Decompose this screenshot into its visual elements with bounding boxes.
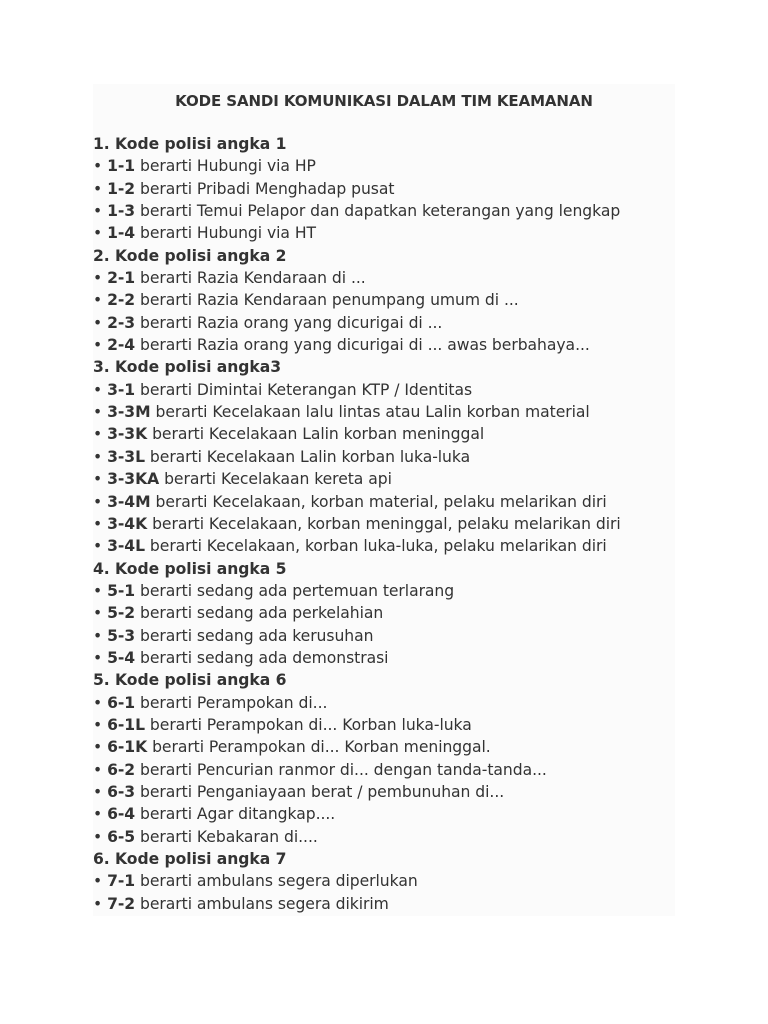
list-item bbox=[93, 491, 693, 513]
code-label: 5-1 bbox=[107, 581, 136, 600]
bullet: • bbox=[93, 805, 103, 824]
code-meaning: berarti sedang ada perkelahian bbox=[140, 604, 384, 623]
section-heading: 2. Kode polisi angka 2 bbox=[93, 246, 287, 265]
code-meaning: berarti Hubungi via HP bbox=[140, 157, 316, 176]
code-label: 3-3M bbox=[107, 403, 151, 422]
bullet: • bbox=[93, 224, 103, 243]
code-label: 5-4 bbox=[107, 648, 136, 667]
code-meaning: berarti Kecelakaan, korban material, pelaku melarikan diri bbox=[155, 492, 607, 511]
bullet: • bbox=[93, 648, 103, 667]
code-meaning: berarti ambulans segera diperlukan bbox=[140, 872, 418, 891]
bullet: • bbox=[93, 604, 103, 623]
bullet: • bbox=[93, 760, 103, 779]
bullet: • bbox=[93, 514, 103, 533]
bullet: • bbox=[93, 693, 103, 712]
bullet: • bbox=[93, 403, 103, 422]
code-meaning: berarti sedang ada demonstrasi bbox=[140, 648, 389, 667]
code-meaning: berarti Perampokan di... Korban meninggal. bbox=[152, 738, 491, 757]
bullet: • bbox=[93, 537, 103, 556]
code-meaning: berarti Razia orang yang dicurigai di ... bbox=[140, 313, 443, 332]
code-meaning: berarti Razia Kendaraan penumpang umum di ... bbox=[140, 291, 519, 310]
code-label: 3-4K bbox=[107, 514, 148, 533]
code-label: 1-3 bbox=[107, 202, 136, 221]
list-item bbox=[93, 580, 693, 602]
code-label: 3-3K bbox=[107, 425, 148, 444]
list-item bbox=[93, 826, 693, 848]
list-item bbox=[93, 468, 693, 490]
list-item bbox=[93, 759, 693, 781]
list-item bbox=[93, 423, 693, 445]
bullet: • bbox=[93, 336, 103, 355]
list-item bbox=[93, 401, 693, 423]
code-label: 5-2 bbox=[107, 604, 136, 623]
code-label: 5-3 bbox=[107, 626, 136, 645]
bullet: • bbox=[93, 269, 103, 288]
bullet: • bbox=[93, 581, 103, 600]
code-meaning: berarti Temui Pelapor dan dapatkan keterangan yang lengkap bbox=[140, 202, 621, 221]
bullet: • bbox=[93, 872, 103, 891]
bullet: • bbox=[93, 202, 103, 221]
code-meaning: berarti Perampokan di... bbox=[140, 693, 328, 712]
list-item bbox=[93, 513, 693, 535]
bullet: • bbox=[93, 179, 103, 198]
code-label: 1-2 bbox=[107, 179, 136, 198]
code-meaning: berarti Pribadi Menghadap pusat bbox=[140, 179, 395, 198]
section-heading: 5. Kode polisi angka 6 bbox=[93, 671, 287, 690]
code-label: 3-1 bbox=[107, 380, 136, 399]
list-item bbox=[93, 379, 693, 401]
code-label: 3-3L bbox=[107, 447, 145, 466]
code-meaning: berarti Agar ditangkap.... bbox=[140, 805, 336, 824]
code-meaning: berarti Kecelakaan, korban meninggal, pelaku melarikan diri bbox=[152, 514, 621, 533]
code-label: 6-3 bbox=[107, 782, 136, 801]
list-item bbox=[93, 155, 693, 177]
list-item bbox=[93, 446, 693, 468]
list-item bbox=[93, 692, 693, 714]
list-item bbox=[93, 289, 693, 311]
bullet: • bbox=[93, 738, 103, 757]
bullet: • bbox=[93, 157, 103, 176]
code-meaning: berarti Pencurian ranmor di... dengan tanda-tanda... bbox=[140, 760, 547, 779]
list-item bbox=[93, 267, 693, 289]
code-label: 6-1 bbox=[107, 693, 136, 712]
code-label: 2-1 bbox=[107, 269, 136, 288]
code-label: 7-1 bbox=[107, 872, 136, 891]
bullet: • bbox=[93, 626, 103, 645]
bullet: • bbox=[93, 291, 103, 310]
section-heading: 4. Kode polisi angka 5 bbox=[93, 559, 287, 578]
list-item bbox=[93, 334, 693, 356]
list-item bbox=[93, 736, 693, 758]
bullet: • bbox=[93, 782, 103, 801]
list-item bbox=[93, 625, 693, 647]
code-label: 6-4 bbox=[107, 805, 136, 824]
code-label: 1-1 bbox=[107, 157, 136, 176]
code-label: 6-1L bbox=[107, 715, 145, 734]
code-label: 3-3KA bbox=[107, 470, 160, 489]
code-label: 1-4 bbox=[107, 224, 136, 243]
code-meaning: berarti Perampokan di... Korban luka-luka bbox=[149, 715, 472, 734]
section-heading: 3. Kode polisi angka3 bbox=[93, 358, 281, 377]
code-meaning: berarti Dimintai Keterangan KTP / Identitas bbox=[140, 380, 473, 399]
list-item bbox=[93, 803, 693, 825]
bullet: • bbox=[93, 380, 103, 399]
section-heading: 1. Kode polisi angka 1 bbox=[93, 135, 287, 153]
code-meaning: berarti Razia Kendaraan di ... bbox=[140, 269, 366, 288]
code-label: 6-5 bbox=[107, 827, 136, 846]
code-label: 2-4 bbox=[107, 336, 136, 355]
bullet: • bbox=[93, 827, 103, 846]
list-item bbox=[93, 312, 693, 334]
list-item bbox=[93, 602, 693, 624]
list-item bbox=[93, 178, 693, 200]
bullet: • bbox=[93, 470, 103, 489]
code-meaning: berarti sedang ada kerusuhan bbox=[140, 626, 374, 645]
code-meaning: berarti Razia orang yang dicurigai di ... awas berbahaya... bbox=[140, 336, 590, 355]
code-meaning: berarti Hubungi via HT bbox=[140, 224, 316, 243]
bullet: • bbox=[93, 447, 103, 466]
bullet: • bbox=[93, 492, 103, 511]
code-meaning: berarti ambulans segera dikirim bbox=[140, 894, 389, 913]
bullet: • bbox=[93, 715, 103, 734]
code-label: 2-3 bbox=[107, 313, 136, 332]
code-label: 7-2 bbox=[107, 894, 136, 913]
list-item bbox=[93, 222, 693, 244]
code-meaning: berarti sedang ada pertemuan terlarang bbox=[140, 581, 455, 600]
list-item bbox=[93, 893, 693, 915]
code-label: 3-4M bbox=[107, 492, 151, 511]
bullet: • bbox=[93, 894, 103, 913]
code-meaning: berarti Kecelakaan Lalin korban luka-luka bbox=[149, 447, 471, 466]
list-item bbox=[93, 870, 693, 892]
code-meaning: berarti Kecelakaan, korban luka-luka, pelaku melarikan diri bbox=[149, 537, 607, 556]
code-meaning: berarti Kecelakaan lalu lintas atau Lalin korban material bbox=[155, 403, 590, 422]
code-label: 6-2 bbox=[107, 760, 136, 779]
list-item bbox=[93, 781, 693, 803]
document-title: KODE SANDI KOMUNIKASI DALAM TIM KEAMANAN bbox=[175, 92, 593, 110]
code-meaning: berarti Kecelakaan Lalin korban meninggal bbox=[152, 425, 485, 444]
list-item bbox=[93, 714, 693, 736]
code-label: 2-2 bbox=[107, 291, 136, 310]
list-item bbox=[93, 535, 693, 557]
bullet: • bbox=[93, 313, 103, 332]
code-meaning: berarti Kebakaran di.... bbox=[140, 827, 318, 846]
code-meaning: berarti Penganiayaan berat / pembunuhan di... bbox=[140, 782, 505, 801]
code-meaning: berarti Kecelakaan kereta api bbox=[164, 470, 392, 489]
code-label: 6-1K bbox=[107, 738, 148, 757]
list-item bbox=[93, 647, 693, 669]
section-heading: 6. Kode polisi angka 7 bbox=[93, 850, 287, 868]
document-content bbox=[93, 133, 693, 915]
bullet: • bbox=[93, 425, 103, 444]
code-label: 3-4L bbox=[107, 537, 145, 556]
list-item bbox=[93, 200, 693, 222]
